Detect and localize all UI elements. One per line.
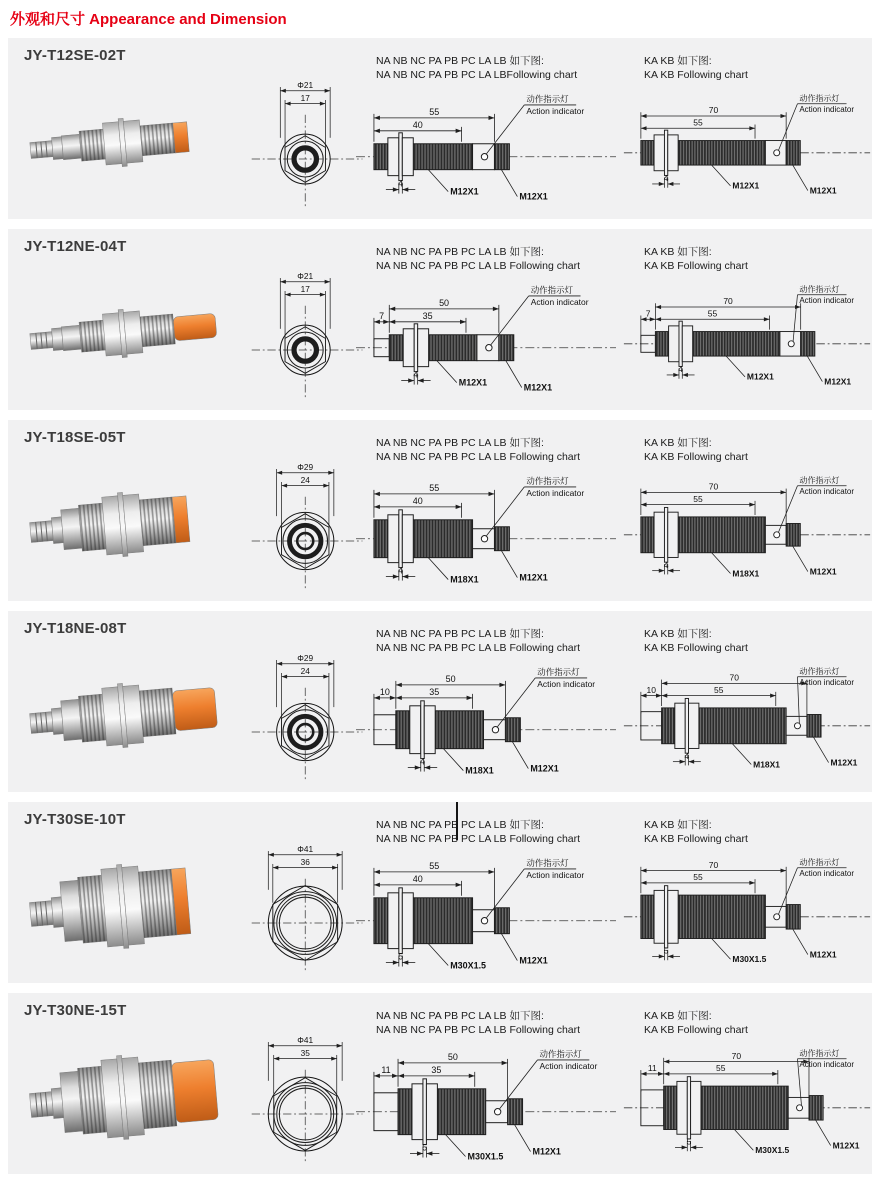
dimension-drawing [354, 83, 618, 213]
svg-text:4: 4 [398, 565, 404, 576]
svg-text:动作指示灯: 动作指示灯 [799, 93, 840, 103]
svg-text:Φ41: Φ41 [297, 1034, 314, 1045]
svg-text:5: 5 [686, 1136, 692, 1147]
svg-text:55: 55 [713, 684, 724, 695]
svg-text:M30X1.5: M30X1.5 [732, 953, 767, 964]
diagram-header-cn: KA KB 如下图: [644, 628, 712, 640]
model-section-jy-t12ne-04t [8, 229, 872, 410]
svg-text:动作指示灯: 动作指示灯 [530, 284, 573, 295]
svg-text:Action indicator: Action indicator [526, 869, 585, 880]
model-name: JY-T30SE-10T [24, 811, 126, 828]
svg-text:55: 55 [693, 493, 703, 504]
svg-text:M12X1: M12X1 [832, 1140, 860, 1151]
dimension-diagram-ka-group [622, 246, 872, 396]
svg-text:55: 55 [429, 860, 440, 871]
dimension-diagram-na-group [354, 1010, 618, 1167]
front-view-drawing [248, 1027, 368, 1166]
dimension-drawing [354, 847, 618, 977]
dimension-drawing [354, 274, 618, 404]
svg-text:动作指示灯: 动作指示灯 [526, 93, 569, 104]
svg-text:17: 17 [300, 283, 310, 294]
svg-text:动作指示灯: 动作指示灯 [799, 857, 840, 867]
sensor-photo [20, 255, 238, 407]
svg-text:4: 4 [420, 756, 425, 767]
svg-text:动作指示灯: 动作指示灯 [526, 857, 569, 868]
svg-text:70: 70 [723, 295, 733, 306]
diagram-header-cn: NA NB NC PA PB PC LA LB 如下图: [376, 55, 544, 67]
diagram-header-en: KA KB Following chart [644, 1023, 748, 1036]
sensor-photo [20, 1019, 238, 1171]
model-name: JY-T12SE-02T [24, 47, 126, 64]
svg-text:Action indicator: Action indicator [530, 296, 589, 307]
svg-text:M12X1: M12X1 [732, 180, 760, 191]
svg-text:4: 4 [663, 172, 669, 183]
svg-text:40: 40 [412, 119, 423, 130]
svg-text:24: 24 [300, 665, 310, 676]
svg-text:35: 35 [300, 1047, 310, 1058]
svg-text:M18X1: M18X1 [732, 568, 760, 579]
svg-text:10: 10 [646, 684, 656, 695]
model-name: JY-T18NE-08T [24, 620, 127, 637]
svg-text:70: 70 [708, 104, 719, 115]
model-section-jy-t30se-10t [8, 802, 872, 983]
svg-text:M12X1: M12X1 [809, 949, 837, 960]
model-section-jy-t18se-05t [8, 420, 872, 601]
svg-text:Φ41: Φ41 [297, 843, 314, 854]
svg-text:动作指示灯: 动作指示灯 [526, 475, 569, 486]
front-view-drawing [248, 836, 368, 975]
svg-text:5: 5 [422, 1142, 428, 1153]
svg-text:Action indicator: Action indicator [539, 1060, 598, 1071]
front-view-drawing [248, 645, 368, 784]
svg-text:M12X1: M12X1 [532, 1146, 561, 1157]
svg-text:4: 4 [684, 750, 690, 761]
model-section-jy-t30ne-15t [8, 993, 872, 1174]
svg-text:M12X1: M12X1 [519, 191, 548, 202]
dimension-drawing [622, 465, 872, 588]
diagram-header-cn: KA KB 如下图: [644, 55, 712, 67]
diagram-header-cn: KA KB 如下图: [644, 1010, 712, 1022]
model-section-jy-t18ne-08t [8, 611, 872, 792]
svg-text:Φ29: Φ29 [297, 461, 314, 472]
svg-text:50: 50 [439, 297, 450, 308]
sensor-photo [20, 828, 238, 980]
svg-text:M30X1.5: M30X1.5 [467, 1151, 504, 1162]
diagram-header-en: NA NB NC PA PB PC LA LB Following chart [376, 832, 581, 845]
svg-text:55: 55 [716, 1062, 726, 1073]
svg-text:35: 35 [422, 310, 433, 321]
diagram-header-cn: NA NB NC PA PB PC LA LB 如下图: [376, 1010, 544, 1022]
sensor-photo [20, 446, 238, 598]
dimension-diagram-na-group [354, 437, 618, 594]
svg-text:40: 40 [412, 873, 423, 884]
svg-text:55: 55 [707, 308, 718, 319]
dimension-diagram-ka-group [622, 628, 872, 778]
svg-text:35: 35 [431, 1064, 442, 1075]
svg-text:4: 4 [413, 369, 419, 380]
diagram-header-en: KA KB Following chart [644, 259, 748, 272]
svg-text:动作指示灯: 动作指示灯 [799, 475, 840, 485]
svg-text:M12X1: M12X1 [450, 186, 479, 197]
svg-text:动作指示灯: 动作指示灯 [799, 666, 840, 676]
diagram-header-en: NA NB NC PA PB PC LA LBFollowing chart [376, 68, 578, 81]
dimension-diagram-ka-group [622, 1010, 872, 1160]
svg-text:M30X1.5: M30X1.5 [450, 960, 487, 971]
svg-text:70: 70 [708, 859, 719, 870]
diagram-header-cn: KA KB 如下图: [644, 819, 712, 831]
svg-text:7: 7 [379, 310, 385, 321]
diagram-header-en: NA NB NC PA PB PC LA LB Following chart [376, 1023, 581, 1036]
dimension-drawing [622, 847, 872, 970]
svg-text:11: 11 [647, 1062, 657, 1073]
diagram-header-en: NA NB NC PA PB PC LA LB Following chart [376, 450, 581, 463]
svg-text:Action indicator: Action indicator [526, 487, 585, 498]
svg-text:55: 55 [693, 117, 703, 128]
svg-text:Action indicator: Action indicator [537, 678, 596, 689]
svg-text:M18X1: M18X1 [753, 759, 781, 770]
model-name: JY-T12NE-04T [24, 238, 127, 255]
svg-text:M18X1: M18X1 [465, 765, 494, 776]
svg-text:5: 5 [663, 945, 669, 956]
svg-text:M12X1: M12X1 [830, 757, 858, 768]
svg-text:Action indicator: Action indicator [799, 295, 855, 305]
dimension-drawing [622, 274, 872, 397]
svg-text:Φ29: Φ29 [297, 652, 314, 663]
dimension-drawing [622, 1038, 872, 1161]
sensor-photo [20, 637, 238, 789]
diagram-header-cn: NA NB NC PA PB PC LA LB 如下图: [376, 437, 544, 449]
svg-text:55: 55 [429, 482, 440, 493]
svg-text:M18X1: M18X1 [450, 574, 479, 585]
svg-text:70: 70 [731, 1050, 742, 1061]
svg-text:36: 36 [300, 856, 310, 867]
svg-text:50: 50 [447, 1051, 458, 1062]
svg-text:动作指示灯: 动作指示灯 [537, 666, 580, 677]
svg-text:M12X1: M12X1 [519, 572, 548, 583]
svg-text:Action indicator: Action indicator [799, 104, 855, 114]
svg-text:70: 70 [708, 481, 719, 492]
diagram-header-cn: NA NB NC PA PB PC LA LB 如下图: [376, 628, 544, 640]
dimension-diagram-ka-group [622, 55, 872, 205]
diagram-header-en: KA KB Following chart [644, 832, 748, 845]
svg-text:24: 24 [300, 474, 310, 485]
diagram-header-cn: NA NB NC PA PB PC LA LB 如下图: [376, 246, 544, 258]
front-view-drawing [248, 72, 368, 211]
svg-text:M12X1: M12X1 [809, 185, 837, 196]
dimension-diagram-na-group [354, 628, 618, 785]
svg-text:Action indicator: Action indicator [799, 868, 855, 878]
front-view-drawing [248, 454, 368, 593]
dimension-diagram-ka-group [622, 437, 872, 587]
svg-text:M12X1: M12X1 [746, 371, 774, 382]
svg-text:70: 70 [729, 672, 739, 683]
sensor-photo [20, 64, 238, 216]
diagram-header-cn: KA KB 如下图: [644, 437, 712, 449]
svg-text:4: 4 [398, 178, 404, 189]
dimension-drawing [354, 1038, 618, 1168]
diagram-header-en: NA NB NC PA PB PC LA LB Following chart [376, 259, 581, 272]
dimension-drawing [622, 656, 872, 779]
svg-text:35: 35 [429, 686, 440, 697]
diagram-header-cn: KA KB 如下图: [644, 246, 712, 258]
svg-text:Action indicator: Action indicator [799, 677, 855, 687]
diagram-header-cn: NA NB NC PA PB PC LA LB 如下图: [376, 819, 544, 831]
dimension-diagram-na-group [354, 246, 618, 403]
diagram-header-en: KA KB Following chart [644, 68, 748, 81]
front-view-drawing [248, 263, 368, 402]
dimension-diagram-ka-group [622, 819, 872, 969]
svg-text:10: 10 [379, 686, 390, 697]
diagram-header-en: KA KB Following chart [644, 450, 748, 463]
svg-text:M12X1: M12X1 [824, 376, 852, 387]
svg-text:动作指示灯: 动作指示灯 [799, 284, 840, 294]
dimension-drawing [622, 83, 872, 206]
svg-text:55: 55 [693, 871, 703, 882]
svg-text:4: 4 [678, 363, 683, 374]
svg-text:40: 40 [412, 495, 423, 506]
svg-text:M12X1: M12X1 [458, 377, 488, 388]
diagram-header-en: KA KB Following chart [644, 641, 748, 654]
diagram-header-en: NA NB NC PA PB PC LA LB Following chart [376, 641, 581, 654]
page-title: 外观和尺寸 Appearance and Dimension [10, 11, 287, 28]
svg-text:4: 4 [663, 559, 669, 570]
svg-text:55: 55 [429, 106, 440, 117]
svg-text:Action indicator: Action indicator [526, 105, 585, 116]
svg-text:动作指示灯: 动作指示灯 [539, 1048, 582, 1059]
model-section-jy-t12se-02t [8, 38, 872, 219]
dimension-diagram-na-group [354, 55, 618, 212]
svg-text:11: 11 [381, 1064, 391, 1075]
svg-text:Φ21: Φ21 [297, 270, 314, 281]
svg-text:M12X1: M12X1 [809, 566, 837, 577]
dimension-diagram-na-group [354, 819, 618, 976]
svg-text:Action indicator: Action indicator [799, 1059, 855, 1069]
svg-text:M12X1: M12X1 [530, 763, 559, 774]
svg-text:M12X1: M12X1 [519, 955, 548, 966]
svg-text:Action indicator: Action indicator [799, 486, 855, 496]
svg-text:Φ21: Φ21 [297, 79, 314, 90]
dimension-drawing [354, 465, 618, 595]
svg-text:17: 17 [300, 92, 310, 103]
svg-text:M12X1: M12X1 [523, 382, 553, 393]
svg-text:7: 7 [645, 308, 651, 319]
model-name: JY-T30NE-15T [24, 1002, 127, 1019]
dimension-drawing [354, 656, 618, 786]
svg-text:50: 50 [445, 673, 456, 684]
model-name: JY-T18SE-05T [24, 429, 126, 446]
svg-text:5: 5 [398, 951, 404, 962]
svg-text:动作指示灯: 动作指示灯 [799, 1048, 840, 1058]
svg-text:M30X1.5: M30X1.5 [755, 1144, 790, 1155]
